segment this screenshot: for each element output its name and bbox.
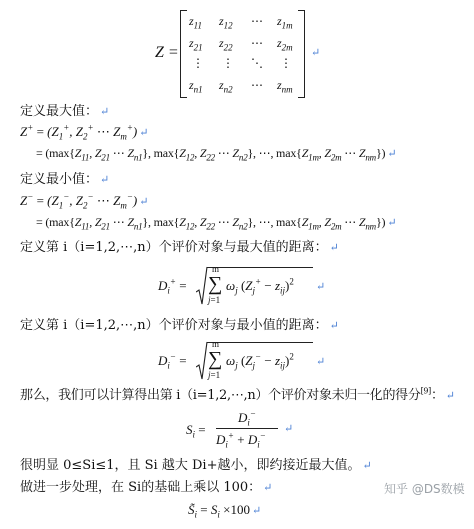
return-mark-icon: ↵ bbox=[311, 47, 321, 59]
dist-max-label bbox=[20, 240, 339, 256]
matrix-left-bracket bbox=[180, 10, 187, 98]
matrix-right-bracket bbox=[298, 10, 305, 98]
define-min-text: 定义最小值： bbox=[20, 172, 99, 187]
return-mark-icon: ↵ bbox=[251, 505, 262, 517]
radical-bar bbox=[207, 267, 313, 268]
matrix-cell: ⋮ bbox=[222, 56, 234, 70]
return-mark-icon: ↵ bbox=[139, 196, 149, 208]
dist-min-text: 定义第 i（i=1,2,⋯,n）个评价对象与最小值的距离： bbox=[20, 318, 328, 333]
return-mark-icon: ↵ bbox=[316, 281, 326, 293]
matrix-cell: ⋮ bbox=[192, 56, 204, 70]
zminus-line1: $Z^- = (Z_1^-$, $Z_2^-$ ⋯ $Z_m^-$) ↵ bbox=[20, 191, 149, 211]
matrix-lhs: Z = bbox=[155, 44, 179, 61]
si-tilde-formula: $S̃_i = S_i \times 100$ ↵ bbox=[188, 502, 262, 520]
matrix-formula bbox=[155, 8, 325, 100]
note-text: 很明显 0≤Si≤1，且 Si 越大 Di+越小，即约接近最大值。 bbox=[20, 458, 361, 473]
return-mark-icon: ↵ bbox=[387, 217, 397, 229]
return-mark-icon: ↵ bbox=[329, 319, 339, 332]
radical-icon bbox=[196, 266, 208, 306]
fraction-line bbox=[216, 428, 278, 429]
return-mark-icon: ↵ bbox=[100, 173, 110, 186]
note-line bbox=[20, 458, 372, 474]
define-max-label bbox=[20, 104, 109, 120]
dist-min-label bbox=[20, 318, 339, 334]
matrix-cell: $z_{12}$ bbox=[219, 14, 233, 31]
score-intro-text: 那么，我们可以计算得出第 i（i=1,2,⋯,n）个评价对象未归一化的得分 bbox=[20, 388, 421, 403]
dist-max-text: 定义第 i（i=1,2,⋯,n）个评价对象与最大值的距离： bbox=[20, 240, 328, 255]
return-mark-icon: ↵ bbox=[445, 389, 455, 402]
matrix-cell: $z_{1m}$ bbox=[277, 14, 293, 31]
zplus-line1: $Z^+ = (Z_1^+$, $Z_2^+$ ⋯ $Z_m^+$) ↵ bbox=[20, 122, 149, 142]
matrix-cell: ⋱ bbox=[251, 56, 263, 70]
matrix-cell: ⋯ bbox=[251, 36, 263, 50]
watermark: 知乎 @DS数模 bbox=[384, 482, 465, 496]
matrix-cell: $z_{22}$ bbox=[219, 36, 233, 53]
radical-bar bbox=[207, 342, 313, 343]
matrix-cell: $z_{21}$ bbox=[189, 36, 203, 53]
radical-icon bbox=[196, 341, 208, 381]
matrix-cell: $z_{11}$ bbox=[189, 14, 203, 31]
dplus-formula: $D_i^+$ = m ∑ j=1 $\omega_j$ $(Z_j^+ - z_{ij})^2$ ↵ bbox=[158, 264, 326, 305]
define-max-text: 定义最大值： bbox=[20, 104, 99, 119]
return-mark-icon: ↵ bbox=[316, 356, 326, 368]
zplus-line2: = ($\max\{Z_{11}$, $Z_{21}$ ⋯ $Z_{n1}$}, $\max\{Z_{12}$, $Z_{22}$ ⋯ $Z_{n2}$}, ⋯, $\max\{Z_{1m}$, $Z_{2m}$ ⋯ $Z_{nm}$}) ↵ bbox=[36, 146, 397, 163]
matrix-cell: $z_{nm}$ bbox=[277, 78, 293, 95]
next-step-line bbox=[20, 480, 272, 496]
matrix-cell: $z_{n1}$ bbox=[189, 78, 203, 95]
return-mark-icon: ↵ bbox=[362, 459, 372, 472]
return-mark-icon: ↵ bbox=[329, 241, 339, 254]
matrix-cell: $z_{n2}$ bbox=[219, 78, 233, 95]
zminus-line2: = ($\max\{Z_{11}$, $Z_{21}$ ⋯ $Z_{n1}$}, $\max\{Z_{12}$, $Z_{22}$ ⋯ $Z_{n2}$}, ⋯, $\max\{Z_{1m}$, $Z_{2m}$ ⋯ $Z_{nm}$}) ↵ bbox=[36, 215, 397, 232]
return-mark-icon: ↵ bbox=[284, 423, 294, 435]
define-min-label bbox=[20, 172, 109, 188]
return-mark-icon: ↵ bbox=[100, 105, 110, 118]
reference-mark: [9] bbox=[420, 386, 431, 396]
si-formula: $S_i$ = $D_i^-$ $D_i^+ + D_i^-$ ↵ bbox=[186, 408, 294, 450]
return-mark-icon: ↵ bbox=[387, 148, 397, 160]
return-mark-icon: ↵ bbox=[263, 481, 273, 494]
score-intro bbox=[20, 388, 455, 404]
next-step-text: 做进一步处理，在 Si的基础上乘以 100： bbox=[20, 480, 262, 495]
matrix-cell: ⋯ bbox=[251, 78, 263, 92]
return-mark-icon: ↵ bbox=[139, 127, 149, 139]
matrix-cell: ⋯ bbox=[251, 14, 263, 28]
matrix-cell: ⋮ bbox=[280, 56, 292, 70]
matrix-cell: $z_{2m}$ bbox=[277, 36, 293, 53]
dminus-formula: $D_i^-$ = m ∑ j=1 $\omega_j$ $(Z_j^- - z_{ij})^2$ ↵ bbox=[158, 339, 326, 380]
score-colon: ： bbox=[431, 388, 444, 403]
